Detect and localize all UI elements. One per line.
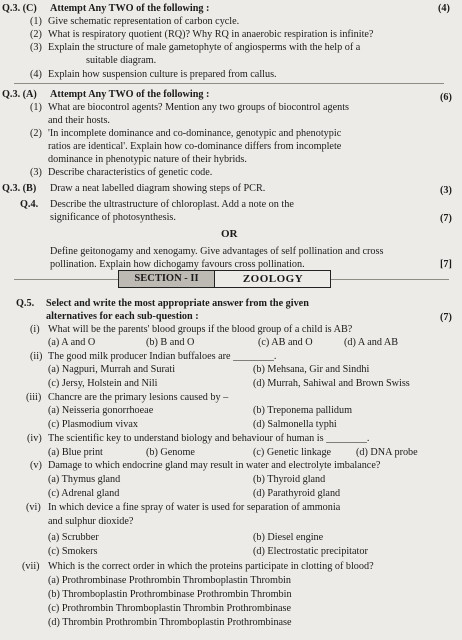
q4-alt-text: Define geitonogamy and xenogamy. Give advantages of self pollination and cross <box>50 246 384 257</box>
subject-label: ZOOLOGY <box>242 273 304 285</box>
q3a-item1-num: (1) <box>30 102 42 113</box>
option: (d) Electrostatic precipitator <box>253 546 368 557</box>
q3c-item3-text: Explain the structure of male gametophyte of angiosperms with the help of a <box>48 42 361 53</box>
q4-number: Q.4. <box>20 199 39 210</box>
q3a-marks: (6) <box>440 92 452 103</box>
section-header <box>118 270 331 288</box>
option: (b) B and O <box>146 337 195 348</box>
option: (c) AB and O <box>258 337 313 348</box>
q5-sub-text: Which is the correct order in which the proteins participate in clotting of blood? <box>48 561 374 572</box>
q5-sub-num: (iii) <box>26 392 42 403</box>
q3a-item2-text-cont2: dominance in phenotypic nature of their hybrids. <box>48 154 247 165</box>
q3c-item4-num: (4) <box>30 69 42 80</box>
option: (a) Neisseria gonorrhoeae <box>48 405 154 416</box>
option: (b) Thyroid gland <box>253 474 326 485</box>
q5-marks: (7) <box>440 312 452 323</box>
q5-sub-text: Damage to which endocrine gland may result in water and electrolyte imbalance? <box>48 460 381 471</box>
q4-text: Describe the ultrastructure of chloroplast. Add a note on the <box>50 199 294 210</box>
q5-number: Q.5. <box>16 298 35 309</box>
q5-sub-num: (ii) <box>30 351 43 362</box>
q5-text: Select and write the most appropriate answer from the given <box>46 298 309 309</box>
q5-sub-num: (vi) <box>26 502 41 513</box>
divider <box>331 279 449 280</box>
q3a-item1-text-cont: and their hosts. <box>48 115 110 126</box>
option: (b) Thromboplastin Prothrombinase Prothrombin Thrombin <box>48 589 292 600</box>
option: (c) Smokers <box>48 546 98 557</box>
q3c-item2-text: What is respiratory quotient (RQ)? Why RQ in anaerobic respiration is infinite? <box>48 29 374 40</box>
q3c-marks: (4) <box>438 3 450 14</box>
q5-sub-text: What will be the parents' blood groups if the blood group of a child is AB? <box>48 324 353 335</box>
option: (d) A and AB <box>344 337 399 348</box>
q3c-item4-text: Explain how suspension culture is prepared from callus. <box>48 69 277 80</box>
option: (c) Prothrombin Thromboplastin Thrombin Prothrombinase <box>48 603 291 614</box>
option: (c) Jersy, Holstein and Nili <box>48 378 158 389</box>
q3b-text: Draw a neat labelled diagram showing steps of PCR. <box>50 183 266 194</box>
q3a-heading: Attempt Any TWO of the following : <box>50 89 210 100</box>
q5-sub-text-cont: and sulphur dioxide? <box>48 516 134 527</box>
q3a-item1-text: What are biocontrol agents? Mention any two groups of biocontrol agents <box>48 102 350 113</box>
q3c-item1-text: Give schematic representation of carbon cycle. <box>48 16 240 27</box>
option: (a) A and O <box>48 337 96 348</box>
q5-sub-text: The scientific key to understand biology and behaviour of human is ________. <box>48 433 370 444</box>
divider <box>14 83 444 84</box>
q5-sub-num: (v) <box>30 460 42 471</box>
q3c-item3-text-cont: suitable diagram. <box>86 55 157 66</box>
q3c-heading: Attempt Any TWO of the following : <box>50 3 210 14</box>
q3a-item2-text: 'In incomplete dominance and co-dominance, genotypic and phenotypic <box>48 128 342 139</box>
q4-marks: (7) <box>440 213 452 224</box>
option: (c) Adrenal gland <box>48 488 120 499</box>
option: (a) Blue print <box>48 447 103 458</box>
q3c-item1-num: (1) <box>30 16 42 27</box>
q3a-item2-num: (2) <box>30 128 42 139</box>
option: (a) Nagpuri, Murrah and Surati <box>48 364 176 375</box>
q5-sub-text: In which device a fine spray of water is used for separation of ammonia <box>48 502 341 513</box>
q3a-item3-num: (3) <box>30 167 42 178</box>
option: (d) DNA probe <box>356 447 418 458</box>
divider <box>14 279 118 280</box>
q5-sub-num: (vii) <box>22 561 40 572</box>
q3c-item2-num: (2) <box>30 29 42 40</box>
option: (b) Genome <box>146 447 195 458</box>
q5-sub-text: Chancre are the primary lesions caused by – <box>48 392 229 403</box>
or-separator: OR <box>221 228 238 240</box>
q3b-number: Q.3. (B) <box>2 183 37 194</box>
q4-text-cont: significance of photosynthesis. <box>50 212 176 223</box>
option: (d) Thrombin Prothrombin Thromboplastin Prothrombinase <box>48 617 292 628</box>
q5-text-cont: alternatives for each sub-question : <box>46 311 199 322</box>
option: (b) Treponema pallidum <box>253 405 353 416</box>
option: (c) Genetic linkage <box>253 447 332 458</box>
q3a-item2-text-cont: ratios are identical'. Explain how co-dominance differs from incomplete <box>48 141 342 152</box>
q3c-item3-num: (3) <box>30 42 42 53</box>
option: (d) Murrah, Sahiwal and Brown Swiss <box>253 378 410 389</box>
q4-alt-text-cont: pollination. Explain how dichogamy favours cross pollination. <box>50 259 305 270</box>
q3c-number: Q.3. (C) <box>2 3 37 14</box>
option: (a) Prothrombinase Prothrombin Thromboplastin Thrombin <box>48 575 291 586</box>
option: (b) Mehsana, Gir and Sindhi <box>253 364 370 375</box>
option: (b) Diesel engine <box>253 532 324 543</box>
q5-sub-num: (i) <box>30 324 40 335</box>
q5-sub-text: The good milk producer Indian buffaloes are ________. <box>48 351 277 362</box>
q3a-item3-text: Describe characteristics of genetic code. <box>48 167 213 178</box>
option: (d) Salmonella typhi <box>253 419 337 430</box>
option: (a) Thymus gland <box>48 474 121 485</box>
q4-alt-marks: [7] <box>440 259 452 270</box>
option: (c) Plasmodium vivax <box>48 419 138 430</box>
q3a-number: Q.3. (A) <box>2 89 37 100</box>
option: (a) Scrubber <box>48 532 99 543</box>
q5-sub-num: (iv) <box>27 433 42 444</box>
section-label: SECTION - II <box>119 271 215 287</box>
q3b-marks: (3) <box>440 185 452 196</box>
option: (d) Parathyroid gland <box>253 488 341 499</box>
